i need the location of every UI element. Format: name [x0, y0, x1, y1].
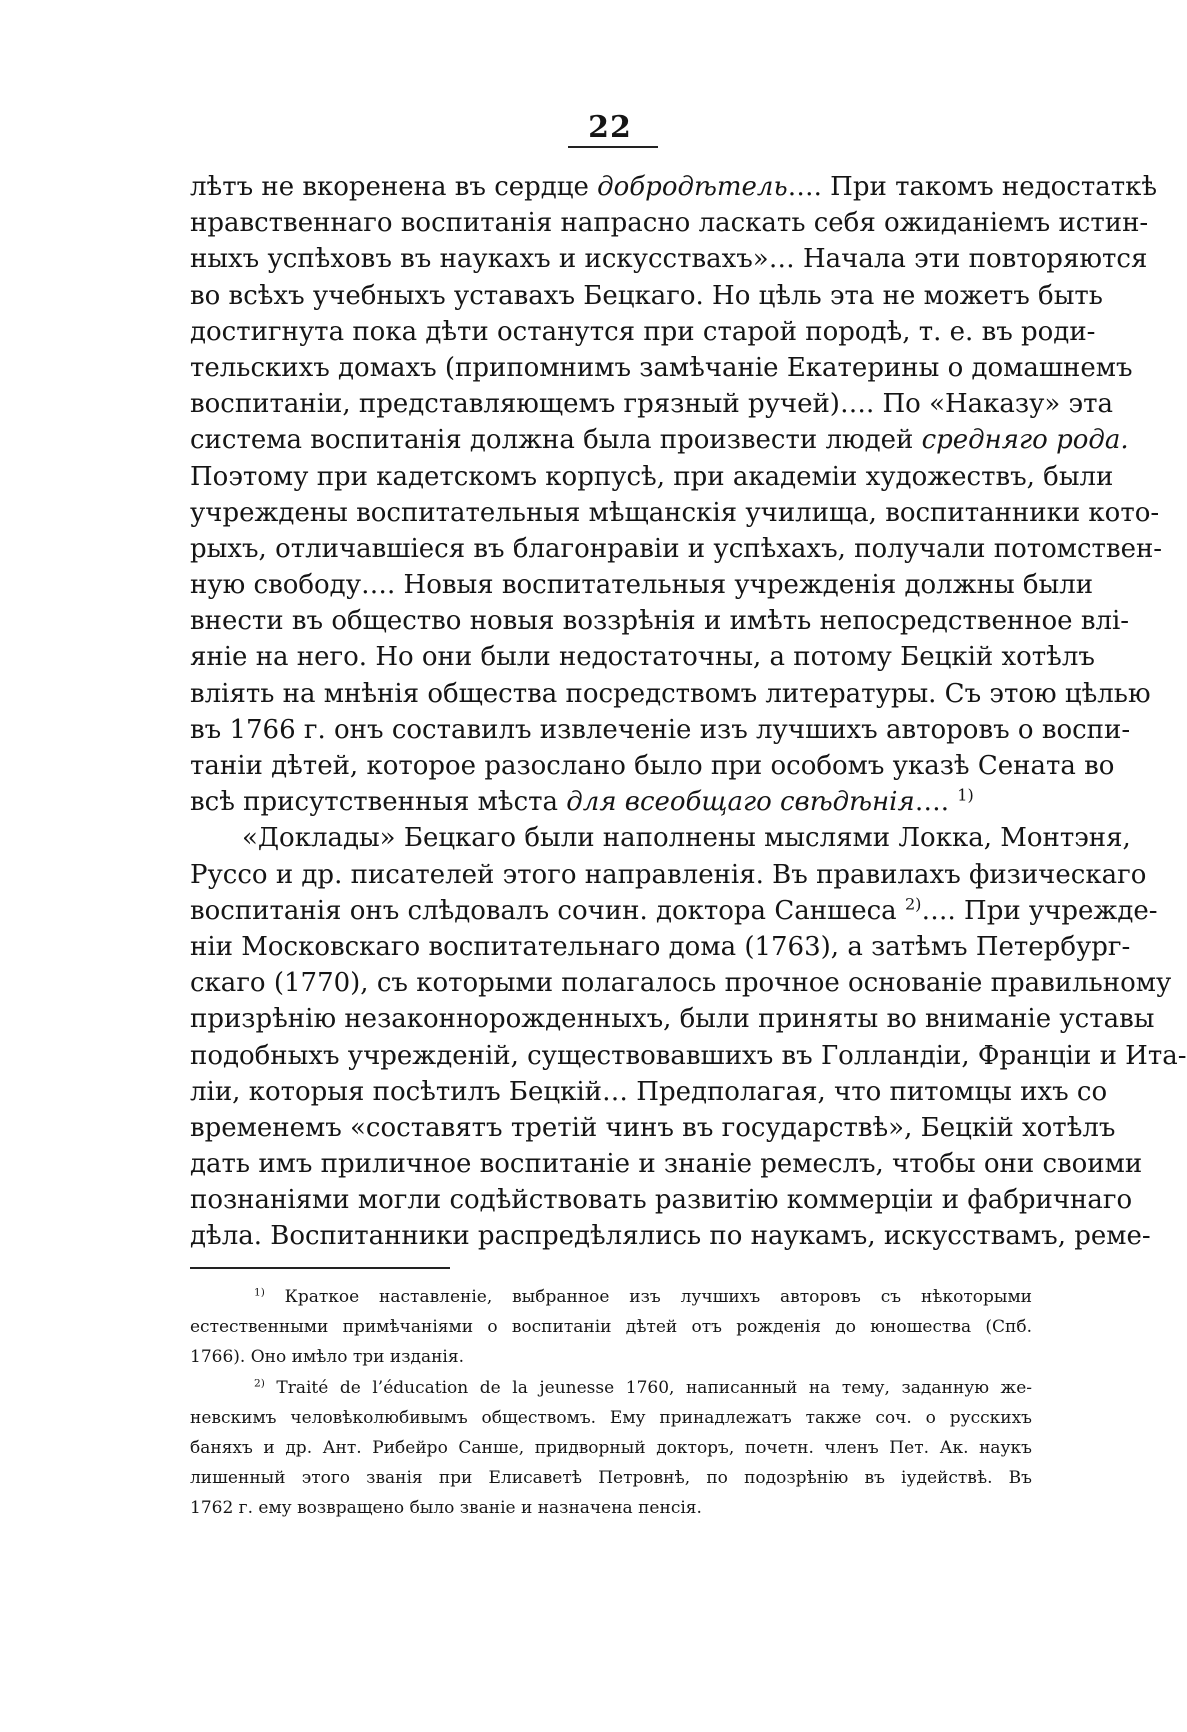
- text-run: баняхъ и др. Ант. Рибейро Санше, придворный докторъ, почетн. членъ Пет. Ак. наукъ: [190, 1437, 1032, 1458]
- text-run: вліять на мнѣнія общества посредствомъ литературы. Съ этою цѣлью: [190, 678, 1151, 709]
- text-line: [190, 422, 1129, 458]
- text-line: [190, 1110, 1116, 1146]
- text-line: [190, 531, 1163, 567]
- text-run: учреждены воспитательныя мѣщанскія училища, воспитанники кото-: [190, 497, 1160, 528]
- text-run: ліи, которыя посѣтилъ Бецкій… Предполагая, что питомцы ихъ со: [190, 1076, 1108, 1107]
- text-line: [190, 893, 1158, 929]
- text-run: «Доклады» Бецкаго были наполнены мыслями Локка, Монтэня,: [242, 823, 1131, 854]
- text-run: Руссо и др. писателей этого направленія. Въ правилахъ физическаго: [190, 859, 1147, 890]
- text-line: [190, 350, 1133, 386]
- text-line: [190, 712, 1131, 748]
- text-run: въ 1766 г. онъ составилъ извлеченіе изъ лучшихъ авторовъ о воспи-: [190, 714, 1131, 745]
- text-run: воспитаніи, представляющемъ грязный ручей)…. По «Наказу» эта: [190, 389, 1113, 420]
- text-run: ніи Московскаго воспитательнаго дома (1763), а затѣмъ Петербург-: [190, 931, 1131, 962]
- footnote-line: [190, 1433, 1032, 1463]
- footnote-separator: [190, 1267, 450, 1269]
- text-run: воспитанія онъ слѣдовалъ сочин. доктора Саншеса: [190, 895, 905, 926]
- text-run: нравственнаго воспитанія напрасно ласкать себя ожиданіемъ истин-: [190, 208, 1149, 239]
- text-line: [190, 459, 1114, 495]
- footnote-line: [190, 1493, 1032, 1523]
- text-line: [190, 567, 1094, 603]
- footnote-line: [190, 1463, 1032, 1493]
- text-run: скаго (1770), съ которыми полагалось прочное основаніе правильному: [190, 968, 1172, 999]
- emphasized-text: средняго рода.: [921, 425, 1129, 456]
- text-run: яніе на него. Но они были недостаточны, а потому Бецкій хотѣлъ: [190, 642, 1095, 673]
- text-line: [190, 386, 1113, 422]
- footnote-marker: 1): [957, 785, 974, 805]
- text-run: 1766). Оно имѣло три изданія.: [190, 1347, 464, 1368]
- text-run: тельскихъ домахъ (припомнимъ замѣчаніе Екатерины о домашнемъ: [190, 352, 1133, 383]
- text-run: Краткое наставленіе, выбранное изъ лучшихъ авторовъ съ нѣкоторыми: [264, 1287, 1032, 1307]
- text-run: достигнута пока дѣти останутся при старой породѣ, т. е. въ роди-: [190, 316, 1096, 347]
- text-run: система воспитанія должна была произвести людей: [190, 425, 922, 456]
- text-line: [190, 169, 1158, 205]
- text-line: [190, 603, 1130, 639]
- text-run: …. При учрежде-: [921, 895, 1158, 926]
- footnote-line: [190, 1373, 1032, 1403]
- text-run: таніи дѣтей, которое разослано было при особомъ указѣ Сената во: [190, 751, 1115, 781]
- text-run: ныхъ успѣховъ въ наукахъ и искусствахъ»… Начала эти повторяются: [190, 244, 1148, 275]
- text-line: [190, 1182, 1133, 1218]
- text-run: дать имъ приличное воспитаніе и знаніе ремеслъ, чтобы они своими: [190, 1149, 1143, 1180]
- text-line: [190, 1218, 1151, 1254]
- text-line: [190, 205, 1149, 241]
- footnote-marker: 2): [254, 1376, 265, 1389]
- text-line: [190, 820, 1131, 856]
- text-run: дѣла. Воспитанники распредѣлялись по наукамъ, искусствамъ, реме-: [190, 1221, 1151, 1252]
- emphasized-text: добродѣтель: [597, 172, 788, 202]
- footnote-line: [190, 1312, 1032, 1342]
- text-run: во всѣхъ учебныхъ уставахъ Бецкаго. Но цѣль эта не можетъ быть: [190, 280, 1103, 311]
- footnote-marker: 1): [254, 1286, 265, 1299]
- text-run: ную свободу…. Новыя воспитательныя учрежденія должны были: [190, 570, 1094, 601]
- text-line: [190, 495, 1160, 531]
- footnote-line: [190, 1403, 1032, 1433]
- text-run: Поэтому при кадетскомъ корпусѣ, при академіи художествъ, были: [190, 461, 1114, 492]
- footnote-marker: 2): [904, 894, 922, 914]
- text-line: [190, 1146, 1143, 1182]
- text-run: ….: [914, 787, 958, 818]
- text-line: [190, 748, 1115, 784]
- text-line: [190, 241, 1148, 277]
- page-number: 22: [588, 110, 632, 145]
- text-line: [190, 857, 1147, 893]
- text-line: [190, 965, 1172, 1001]
- page-number-rule: [568, 146, 658, 148]
- text-run: невскимъ человѣколюбивымъ обществомъ. Ему принадлежатъ также соч. о русскихъ: [190, 1407, 1032, 1428]
- text-run: лишенный этого званія при Елисаветѣ Петровнѣ, по подозрѣнію въ іудействѣ. Въ: [190, 1468, 1032, 1489]
- text-line: [190, 1038, 1187, 1074]
- text-line: [190, 929, 1131, 965]
- main-text: [190, 169, 1187, 1255]
- text-run: познаніями могли содѣйствовать развитію коммерціи и фабричнаго: [190, 1185, 1133, 1216]
- text-run: …. При такомъ недостаткѣ: [787, 172, 1158, 202]
- text-line: [190, 314, 1096, 350]
- text-run: Traité de l’éducation de la jeunesse 1760, написанный на тему, заданную же-: [264, 1377, 1032, 1398]
- footnote-line: [190, 1282, 1032, 1312]
- text-run: 1762 г. ему возвращено было званіе и назначена пенсія.: [190, 1498, 702, 1519]
- text-line: [190, 1074, 1108, 1110]
- text-run: всѣ присутственныя мѣста: [190, 787, 567, 818]
- emphasized-text: для всеобщаго свѣдѣнія: [566, 787, 915, 818]
- text-run: внести въ общество новыя воззрѣнія и имѣть непосредственное влі-: [190, 606, 1130, 637]
- text-run: лѣтъ не вкоренена въ сердце: [190, 172, 598, 202]
- text-run: временемъ «составятъ третій чинъ въ государствѣ», Бецкій хотѣлъ: [190, 1112, 1116, 1143]
- text-run: естественными примѣчаніями о воспитаніи дѣтей отъ рожденія до юношества (Спб.: [190, 1317, 1032, 1338]
- text-run: призрѣнію незаконнорожденныхъ, были приняты во вниманіе уставы: [190, 1004, 1155, 1035]
- text-line: [190, 784, 1032, 820]
- text-line: [190, 676, 1151, 712]
- text-run: подобныхъ учрежденій, существовавшихъ въ Голландіи, Франціи и Ита-: [190, 1040, 1187, 1071]
- text-line: [190, 639, 1095, 675]
- text-line: [190, 1001, 1155, 1037]
- text-run: рыхъ, отличавшіеся въ благонравіи и успѣхахъ, получали потомствен-: [190, 533, 1163, 564]
- footnote-line: [190, 1342, 1032, 1372]
- text-line: [190, 278, 1103, 314]
- footnotes: [190, 1282, 1032, 1524]
